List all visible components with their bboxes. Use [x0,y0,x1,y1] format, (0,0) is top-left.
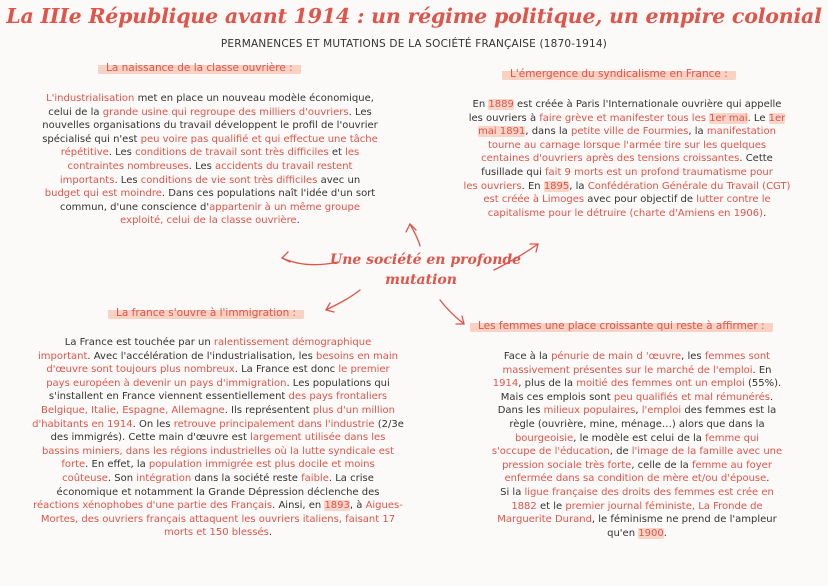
heading-classe-ouvriere: La naissance de la classe ouvrière : [98,61,301,75]
central-topic [330,252,522,288]
page-subtitle: PERMANENCES ET MUTATIONS DE LA SOCIÉTÉ FRANÇAISE (1870-1914) [220,38,608,50]
page-title: La IIIe République avant 1914 : un régime politique, un empire colonial [6,4,822,28]
text-immigration: La France est touchée par un ralentissement démographique important. Avec l'accélération de l'industrialisation, les besoins en main d'œuvre sont toujours plus nombreux. La France est donc le premier pays européen à devenir un pays d'immigration. Les populations qui s'installent en France viennent essentiellement des pays frontaliers Belgique, Italie, Espagne, Allemagne. Ils représentent plus d'un million d'habitants en 1914. On les retrouve principalement dans l'industrie (2/3e des immigrés). Cette main d'œuvre est largement utilisée dans les bassins miniers, dans les régions industrielles où la lutte syndicale est forte. En effet, la population immigrée est plus docile et moins coûteuse. Son intégration dans la société reste faible. La crise économique et notamment la Grande Dépression déclenche des réactions xénophobes d'une partie des Français. Ainsi, en 1893, à Aigues- Mortes, des ouvriers français attaquent les ouvriers italiens, faisant 17 morts et 150 blessés. [32,337,404,539]
heading-femmes: Les femmes une place croissante qui reste à affirmer : [470,319,773,333]
text-syndicalisme: En 1889 est créée à Paris l'Internationale ouvrière qui appelle les ouvriers à faire grève et manifester tous les 1er mai. Le 1er mai 1891, dans la petite ville de Fourmies, la manifestation tourne au carnage lorsque l'armée tire sur les quelques centaines d'ouvriers après des tensions croissantes. Cette fusillade qui fait 9 morts est un profond traumatisme pour les ouvriers. En 1895, la Confédération Générale du Travail (CGT) est créée à Limoges avec pour objectif de lutter contre le capitalisme pour le détruire (charte d'Amiens en 1906). [463,99,791,219]
central-topic-line2: mutation [385,272,457,288]
text-classe-ouvriere: L'industrialisation met en place un nouveau modèle économique, celui de la grande usine qui regroupe des milliers d'ouvriers. Les nouvelles organisations du travail développent le profil de l'ouvrier spécialisé qui n'est peu voire pas qualifié et qui effectue une tâche répétitive. Les conditions de travail sont très difficiles et les contraintes nombreuses. Les accidents du travail restent importants. Les conditions de vie sont très difficiles avec un budget qui est moindre. Dans ces populations naît l'idée d'un sort commun, d'une conscience d'appartenir à un même groupe exploité, celui de la classe ouvrière. [42,93,378,227]
central-topic-line1: Une société en profonde [330,252,522,268]
text-femmes: Face à la pénurie de main d 'œuvre, les femmes sont massivement présentes sur le marché de l'emploi. En 1914, plus de la moitié des femmes ont un emploi (55%). Mais ces emplois sont peu qualifiés et mal rémunérés. Dans les milieux populaires, l'emploi des femmes est la règle (ouvrière, mine, ménage…) alors que dans la bourgeoisie, le modèle est celui de la femme qui s'occupe de l'éducation, de l'image de la famille avec une pression sociale très forte, celle de la femme au foyer enfermée dans sa condition de mère et/ou d'épouse. Si la ligue française des droits des femmes est crée en 1882 et le premier journal féministe, La Fronde de Marguerite Durand, le féminisme ne prend de l'ampleur qu'en 1900. [491,351,783,539]
heading-syndicalisme: L'émergence du syndicalisme en France : [502,67,736,81]
heading-immigration: La france s'ouvre à l'immigration : [108,306,304,320]
